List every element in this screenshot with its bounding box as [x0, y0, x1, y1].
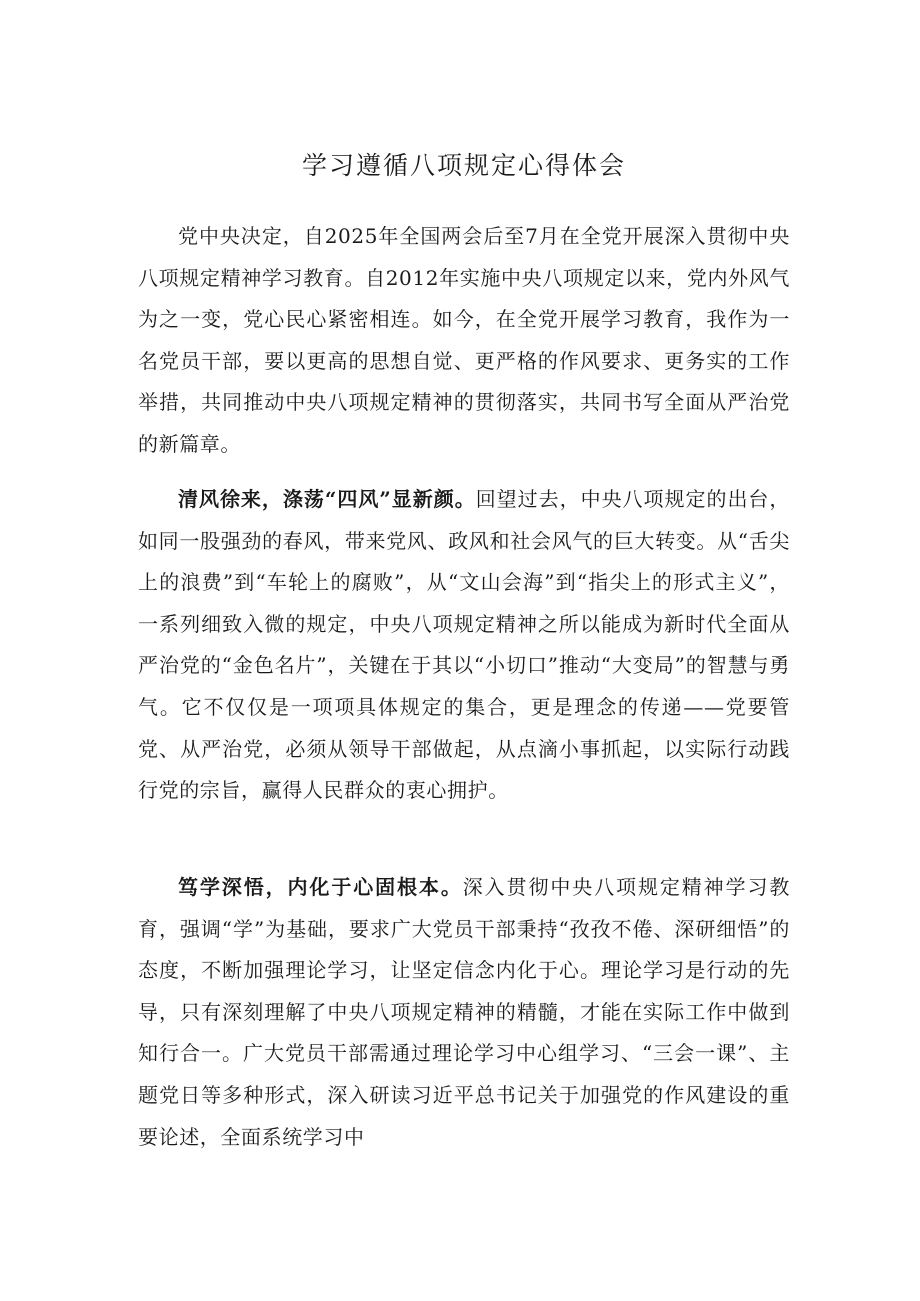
- paragraph-section-1: [138, 479, 790, 812]
- paragraph-intro: [138, 216, 790, 466]
- paragraph-body: 回望过去，中央八项规定的出台，如同一股强劲的春风，带来党风、政风和社会风气的巨大转变。从“舌尖上的浪费”到“车轮上的腐败”，从“文山会海”到“指尖上的形式主义”，一系列细致入微的规定，中央八项规定精神之所以能成为新时代全面从严治党的“金色名片”，关键在于其以“小切口”推动“大变局”的智慧与勇气。它不仅仅是一项项具体规定的集合，更是理念的传递——党要管党、从严治党，必须从领导干部做起，从点滴小事抓起，以实际行动践行党的宗旨，赢得人民群众的衷心拥护。: [138, 487, 791, 803]
- paragraph-section-2: [138, 867, 790, 1158]
- paragraph-body: 党中央决定，自2025年全国两会后至7月在全党开展深入贯彻中央八项规定精神学习教育。自2012年实施中央八项规定以来，党内外风气为之一变，党心民心紧密相连。如今，在全党开展学习教育，我作为一名党员干部，要以更高的思想自觉、更严格的作风要求、更务实的工作举措，共同推动中央八项规定精神的贯彻落实，共同书写全面从严治党的新篇章。: [138, 224, 790, 456]
- section-heading: 清风徐来，涤荡“四风”显新颜。: [178, 487, 476, 511]
- section-heading: 笃学深悟，内化于心固根本。: [178, 875, 463, 899]
- document-title: 学习遵循八项规定心得体会: [301, 151, 626, 180]
- paragraph-body: 深入贯彻中央八项规定精神学习教育，强调“学”为基础，要求广大党员干部秉持“孜孜不倦、深研细悟”的态度，不断加强理论学习，让坚定信念内化于心。理论学习是行动的先导，只有深刻理解了中央八项规定精神的精髓，才能在实际工作中做到知行合一。广大党员干部需通过理论学习中心组学习、“三会一课”、主题党日等多种形式，深入研读习近平总书记关于加强党的作风建设的重要论述，全面系统学习中: [138, 875, 790, 1149]
